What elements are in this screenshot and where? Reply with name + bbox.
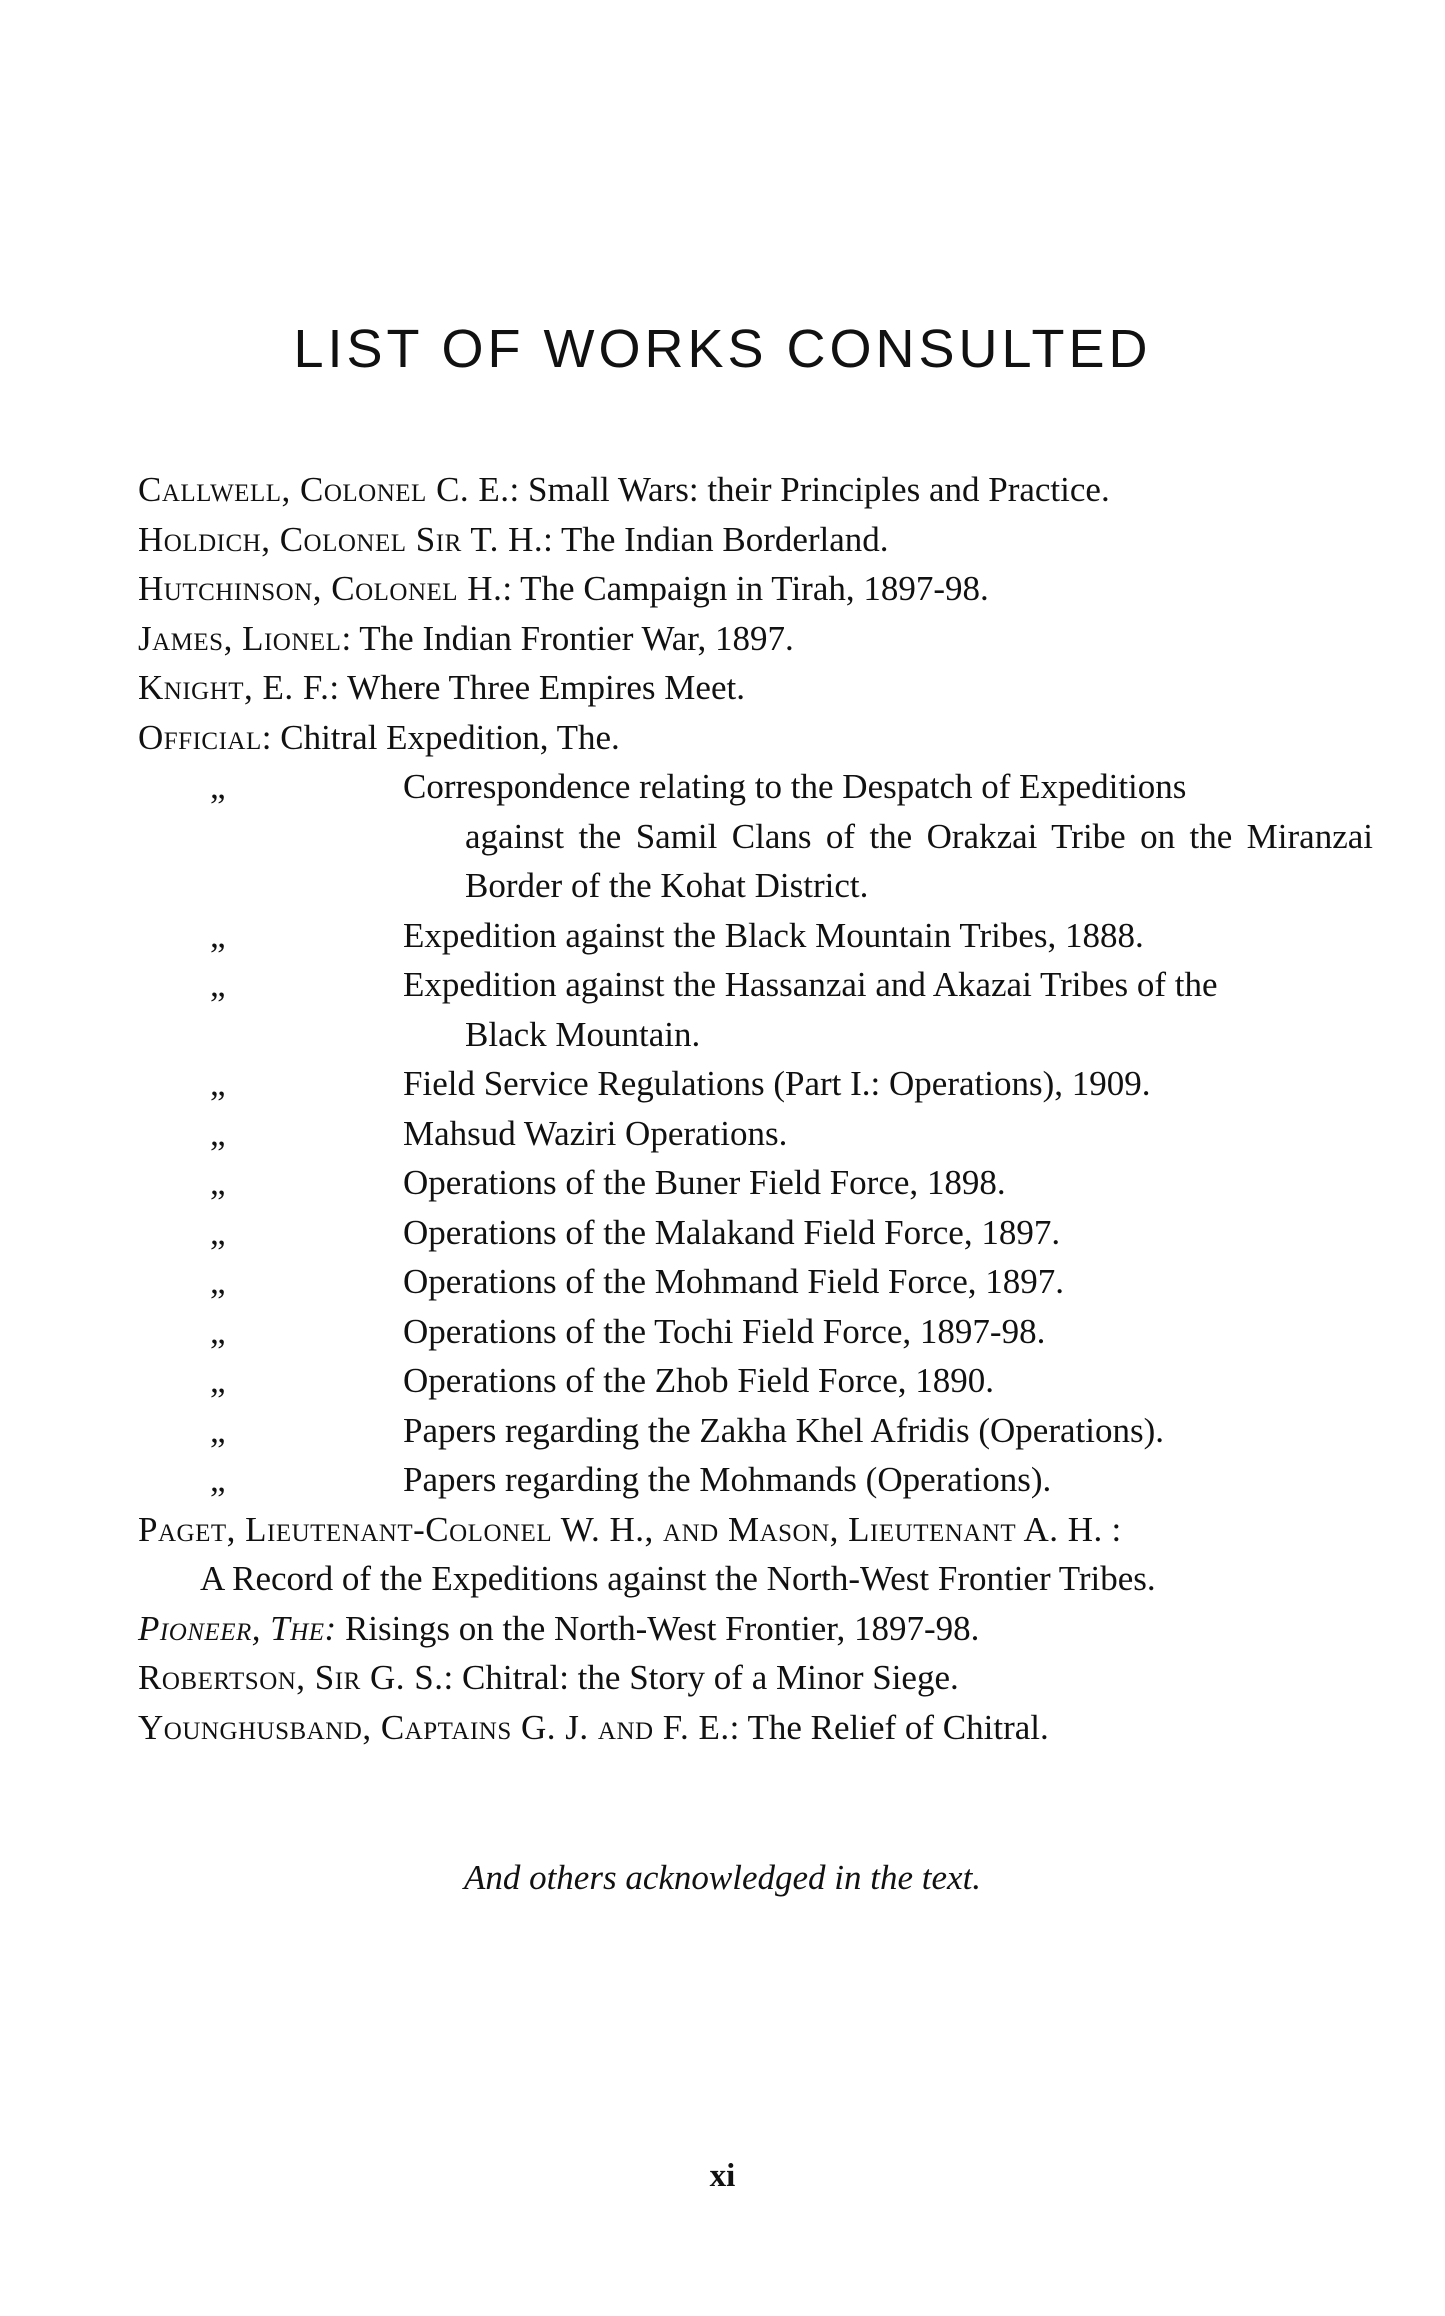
ditto-mark: „: [210, 1113, 226, 1153]
entry-author: Holdich, Colonel Sir T. H.: [138, 519, 544, 559]
entry-work: Small Wars: their Principles and Practice.: [528, 470, 1110, 509]
list-item: Robertson, Sir G. S.: Chitral: the Story of a Minor Siege.: [138, 1658, 959, 1697]
closing-note: And others acknowledged in the text.: [463, 1858, 982, 1897]
official-item-text: [403, 1307, 1373, 1357]
list-item: Paget, Lieutenant-Colonel W. H., and Mason, Lieutenant A. H. : A Record of the Expeditions against the North-West Frontier Tribes.: [138, 1505, 1373, 1604]
official-item-text: [403, 1257, 1373, 1307]
ditto-mark: „: [210, 1262, 226, 1301]
official-item: [138, 1307, 1373, 1357]
list-item: Younghusband, Captains G. J. and F. E.: The Relief of Chitral.: [138, 1707, 1049, 1747]
entry-author: Callwell, Colonel C. E.: [138, 470, 510, 509]
official-item-text: [403, 762, 1373, 911]
official-item: [138, 960, 1373, 1059]
official-item: [138, 1059, 1373, 1109]
ditto-mark: „: [210, 1361, 226, 1400]
official-item: [138, 1455, 1373, 1505]
list-item: Knight, E. F.: Where Three Empires Meet.: [138, 668, 745, 707]
entry-author: Paget, Lieutenant-Colonel W. H., and Mason, Lieutenant A. H.: [138, 1509, 1103, 1549]
official-item-title: Operations of the Tochi Field Force, 1897-98.: [403, 1311, 1046, 1351]
entry-author: Younghusband, Captains G. J. and F. E.: [138, 1707, 730, 1747]
entry-author: Hutchinson, Colonel H.: [138, 569, 503, 608]
list-item: Hutchinson, Colonel H.: The Campaign in Tirah, 1897-98.: [138, 569, 989, 608]
entry-work: The Relief of Chitral.: [747, 1707, 1049, 1747]
ditto-mark: „: [210, 965, 226, 1004]
official-item-title: Mahsud Waziri Operations.: [403, 1113, 788, 1153]
official-item-text: [403, 1356, 1373, 1406]
entry-author: Robertson, Sir G. S.: [138, 1658, 444, 1697]
official-item: [138, 1356, 1373, 1406]
ditto-mark: „: [210, 1212, 226, 1252]
official-item-title: Operations of the Buner Field Force, 1898.: [403, 1163, 1006, 1202]
ditto-mark: „: [210, 915, 226, 955]
list-item: Pioneer, The: Risings on the North-West Frontier, 1897-98.: [138, 1608, 980, 1648]
list-item: Holdich, Colonel Sir T. H.: The Indian Borderland.: [138, 519, 889, 559]
official-item-title: Correspondence relating to the Despatch of Expeditions: [403, 767, 1187, 806]
official-item-title: Operations of the Malakand Field Force, 1897.: [403, 1212, 1061, 1252]
ditto-mark: „: [210, 1163, 226, 1202]
official-item: [138, 1109, 1373, 1159]
official-item: [138, 1158, 1373, 1208]
ditto-mark: „: [210, 1064, 226, 1103]
official-item-title: Papers regarding the Mohmands (Operations).: [403, 1460, 1052, 1499]
entry-work: The Indian Frontier War, 1897.: [359, 618, 794, 658]
ditto-mark: „: [210, 1410, 226, 1450]
official-item: [138, 911, 1373, 961]
entry-work: Where Three Empires Meet.: [347, 668, 745, 707]
official-item-title: Expedition against the Black Mountain Tribes, 1888.: [403, 915, 1144, 955]
official-item-title: Operations of the Zhob Field Force, 1890.: [403, 1361, 995, 1400]
entry-author: Knight, E. F.: [138, 668, 330, 707]
list-item: Official: Chitral Expedition, The.: [138, 717, 620, 757]
works-list: [138, 465, 1373, 1752]
official-item-text: [403, 1455, 1373, 1505]
official-item-text: [403, 1109, 1373, 1159]
official-sublist: [138, 762, 1373, 1505]
official-item-continuation: Black Mountain.: [465, 1014, 701, 1054]
ditto-mark: „: [210, 1460, 226, 1499]
official-item-title: Expedition against the Hassanzai and Akazai Tribes of the: [403, 965, 1218, 1004]
official-item: [138, 1208, 1373, 1258]
official-item-title: Field Service Regulations (Part I.: Operations), 1909.: [403, 1064, 1151, 1103]
page-title: LIST OF WORKS CONSULTED: [293, 319, 1152, 379]
official-item: [138, 1257, 1373, 1307]
official-item-text: [403, 960, 1373, 1059]
entry-work: Chitral Expedition, The.: [280, 717, 620, 757]
list-item: James, Lionel: The Indian Frontier War, 1897.: [138, 618, 794, 658]
official-item-text: [403, 1208, 1373, 1258]
page-number: xi: [709, 2158, 736, 2194]
entry-work: The Campaign in Tirah, 1897-98.: [520, 569, 989, 608]
entry-author: James, Lionel: [138, 618, 342, 658]
entry-work: The Indian Borderland.: [561, 519, 889, 559]
entry-author: Pioneer, The: [138, 1608, 325, 1648]
official-item-text: [403, 1158, 1373, 1208]
entry-work: A Record of the Expeditions against the North-West Frontier Tribes.: [200, 1559, 1156, 1598]
official-item-text: [403, 1059, 1373, 1109]
official-item-title: Papers regarding the Zakha Khel Afridis (Operations).: [403, 1410, 1165, 1450]
entry-author: Official: [138, 717, 262, 757]
official-item-text: [403, 911, 1373, 961]
list-item: Callwell, Colonel C. E.: Small Wars: their Principles and Practice.: [138, 470, 1110, 509]
official-item-continuation: against the Samil Clans of the Orakzai Tribe on the Miranzai Border of the Kohat District.: [465, 816, 1373, 905]
official-item-title: Operations of the Mohmand Field Force, 1897.: [403, 1262, 1065, 1301]
official-item: [138, 1406, 1373, 1456]
official-item-text: [403, 1406, 1373, 1456]
ditto-mark: „: [210, 1311, 226, 1351]
entry-work: Risings on the North-West Frontier, 1897-98.: [344, 1608, 980, 1648]
entry-work: Chitral: the Story of a Minor Siege.: [462, 1658, 959, 1697]
official-item: [138, 762, 1373, 911]
ditto-mark: „: [210, 767, 226, 806]
